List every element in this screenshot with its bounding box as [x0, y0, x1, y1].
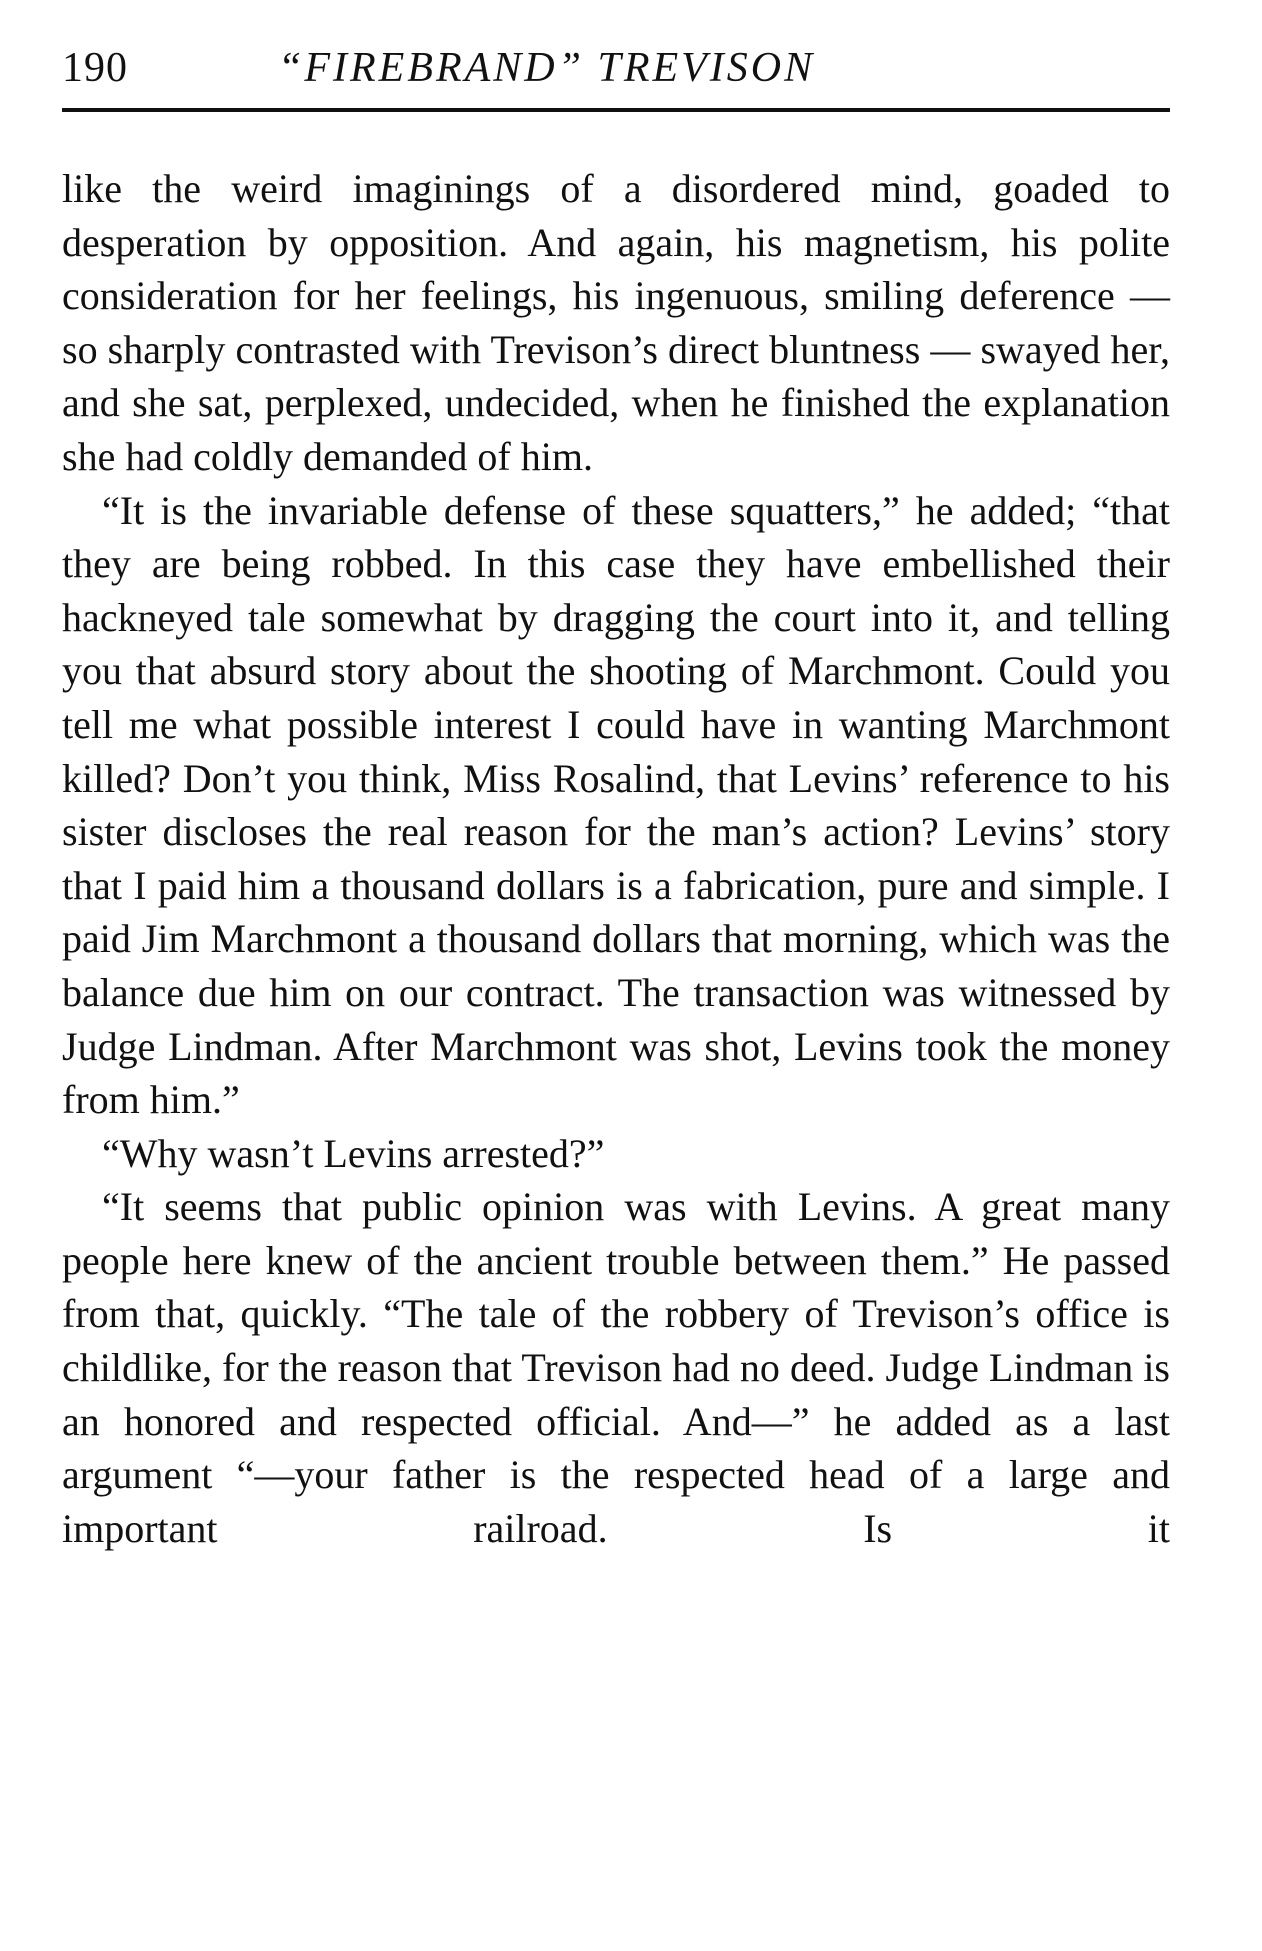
paragraph-3: “Why wasn’t Levins arrested?” [102, 1130, 605, 1176]
body-text [62, 162, 1170, 1555]
page-number: 190 [62, 45, 128, 91]
paragraph-2: “It is the invariable defense of these squatters,” he added; “that they are being robbed. In this case they have embellished their hackneyed tale somewhat by dragging the court into it, and telling you that absurd story about the shooting of Marchmont. Could you tell me what possible interest I could have in wanting Marchmont killed? Don’t you think, Miss Rosalind, that Levins’ reference to his sister discloses the real reason for the man’s action? Levins’ story that I paid him a thousand dollars is a fabrication, pure and simple. I paid Jim Marchmont a thousand dollars that morning, which was the balance due him on our contract. The transaction was witnessed by Judge Lindman. After Marchmont was shot, Levins took the money from him.” [62, 487, 1170, 1123]
running-header [62, 44, 1170, 114]
running-title: “FIREBRAND” TREVISON [278, 45, 816, 91]
paragraph-4: “It seems that public opinion was with Levins. A great many people here knew of the ancient trouble between them.” He passed from that, quickly. “The tale of the robbery of Trevison’s office is childlike, for the reason that Trevison had no deed. Judge Lindman is an honored and respected official. And—” he added as a last argument “—your father is the respected head of a large and important railroad. Is it [62, 1184, 1170, 1551]
header-rule [62, 108, 1170, 112]
paragraph-1: like the weird imaginings of a disordered mind, goaded to desperation by opposition. And again, his magnetism, his polite consideration for her feelings, his ingenuous, smiling deference — so sharply contrasted with Trevison’s direct bluntness — swayed her, and she sat, perplexed, undecided, when he finished the explanation she had coldly demanded of him. [62, 166, 1170, 479]
